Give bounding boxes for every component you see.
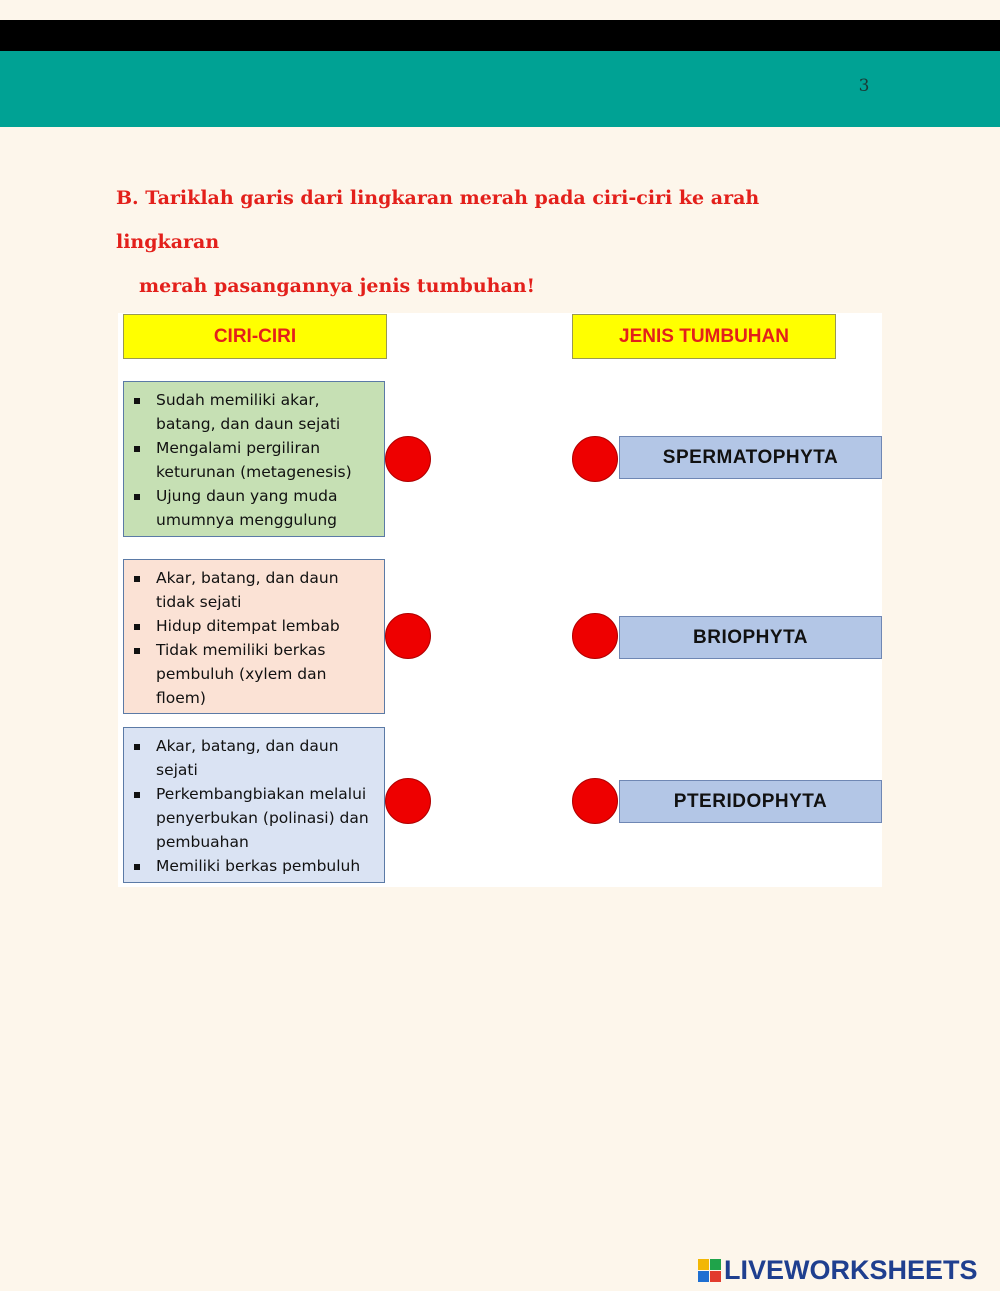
characteristic-item: Ujung daun yang muda umumnya menggulung bbox=[132, 484, 380, 532]
characteristics-header: CIRI-CIRI bbox=[123, 314, 387, 359]
characteristic-item: Akar, batang, dan daun sejati bbox=[132, 734, 380, 782]
characteristic-item: Sudah memiliki akar, batang, dan daun sejati bbox=[132, 388, 380, 436]
plant-types-header: JENIS TUMBUHAN bbox=[572, 314, 836, 359]
characteristic-card-3 bbox=[123, 727, 385, 883]
characteristic-item: Perkembangbiakan melalui penyerbukan (polinasi) dan pembuahan bbox=[132, 782, 380, 854]
characteristic-item: Hidup ditempat lembab bbox=[132, 614, 380, 638]
plant-type-spermatophyta: SPERMATOPHYTA bbox=[619, 436, 882, 479]
right-connector-dot-2[interactable] bbox=[572, 613, 618, 659]
characteristic-item: Akar, batang, dan daun tidak sejati bbox=[132, 566, 380, 614]
top-black-bar bbox=[0, 20, 1000, 51]
characteristic-card-1 bbox=[123, 381, 385, 537]
left-connector-dot-3[interactable] bbox=[385, 778, 431, 824]
plant-type-briophyta: BRIOPHYTA bbox=[619, 616, 882, 659]
characteristic-item: Tidak memiliki berkas pembuluh (xylem dan floem) bbox=[132, 638, 380, 710]
left-connector-dot-2[interactable] bbox=[385, 613, 431, 659]
brand-logo-icon bbox=[698, 1259, 721, 1282]
instruction-text bbox=[116, 176, 856, 308]
right-connector-dot-1[interactable] bbox=[572, 436, 618, 482]
instruction-line-2: merah pasangannya jenis tumbuhan! bbox=[139, 275, 535, 297]
characteristic-card-2 bbox=[123, 559, 385, 714]
matching-worksheet bbox=[118, 313, 882, 887]
left-connector-dot-1[interactable] bbox=[385, 436, 431, 482]
right-connector-dot-3[interactable] bbox=[572, 778, 618, 824]
header-band bbox=[0, 51, 1000, 127]
liveworksheets-logo bbox=[698, 1255, 978, 1285]
page-number: 3 bbox=[858, 76, 870, 96]
instruction-line-1: B. Tariklah garis dari lingkaran merah pada ciri-ciri ke arah lingkaran bbox=[116, 187, 760, 253]
characteristic-item: Memiliki berkas pembuluh bbox=[132, 854, 380, 878]
plant-type-pteridophyta: PTERIDOPHYTA bbox=[619, 780, 882, 823]
brand-text: LIVEWORKSHEETS bbox=[724, 1254, 978, 1285]
characteristic-item: Mengalami pergiliran keturunan (metagenesis) bbox=[132, 436, 380, 484]
